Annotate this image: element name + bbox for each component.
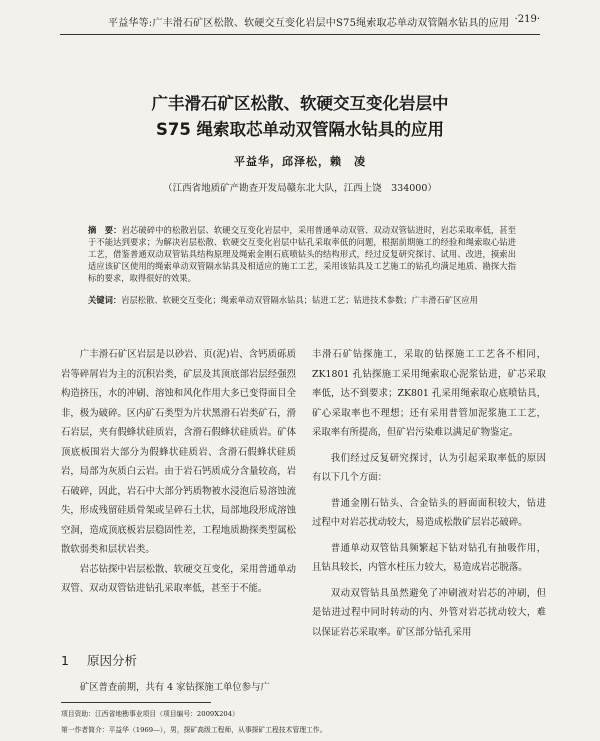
section-heading bbox=[61, 651, 137, 669]
page-number: ·219· bbox=[514, 14, 540, 25]
abstract-text: 岩芯破碎中的松散岩层、软硬交互变化岩层中，采用普通单动双管、双动双管钻进时，岩芯采取率低，甚至于不能达到要求；为解决岩层松散、软硬交互变化岩层中钻孔采取率低的问题，根据前期施工的经验和绳索取心钻进工艺，借鉴普通双动双管钻具结构原理及绳索金刚石底喷钻头的结构形式，经过反复研究探讨、试用、改进，摸索出适应该矿区使用的绳索单动双管隔水钻具及相适应的施工工艺，采用该钻具及工艺施工的钻孔均满足地质、勘探大指标的要求，取得很好的效果。 bbox=[88, 225, 516, 283]
keywords-text: 岩层松散、软硬交互变化；绳索单动双管隔水钻具；钻进工艺；钻进技术参数；广丰滑石矿区应用 bbox=[121, 295, 478, 305]
paragraph: 我们经过反复研究探讨，认为引起采取率低的原因有以下几个方面： bbox=[312, 452, 546, 483]
footnote-divider bbox=[61, 702, 211, 703]
paragraph: 岩芯钻探中岩层松散、软硬交互变化，采用普通单动双管、双动双管钻进钻孔采取率低，甚至于不能。 bbox=[61, 563, 296, 594]
authors: 平益华，邱泽松，赖 凌 bbox=[234, 155, 366, 168]
section-title: 原因分析 bbox=[87, 653, 138, 668]
footnote: 第一作者简介：平益华（1969—），男，探矿高级工程师，从事探矿工程技术管理工作。 bbox=[61, 726, 327, 734]
paragraph: 矿区普查前期，共有 4 家钻探施工单位参与广 bbox=[79, 682, 270, 693]
affiliation: （江西省地质矿产勘查开发局赣东北大队，江西上饶 334000） bbox=[163, 183, 437, 194]
left-column bbox=[61, 345, 296, 599]
paragraph: 双动双管钻具虽然避免了冲刷液对岩芯的冲刷，但是钻进过程中同时转动的内、外管对岩芯扰动较大，难以保证岩芯采取率。矿区部分钻孔采用 bbox=[312, 587, 546, 638]
footnote: 项目资助：江西省地勘事业项目（项目编号：2009X204） bbox=[61, 710, 239, 718]
abstract bbox=[88, 224, 516, 284]
paragraph: 丰滑石矿钻探施工，采取的钻探施工工艺各不相同，ZK1801 孔钻探施工采用绳索取心泥浆钻进，矿芯采取率低，达不到要求；ZK801 孔采用绳索取心底喷钻具，矿心采取率也不理想；还有采用普管加泥浆施工工艺，采取率有所提高，但矿岩污染难以满足矿物鉴定。 bbox=[312, 349, 546, 438]
keywords-label: 关键词： bbox=[88, 295, 122, 305]
abstract-label: 摘 要： bbox=[88, 225, 122, 235]
page-header bbox=[60, 12, 540, 35]
paragraph: 普通单动双管钻具频繁起下钻对钻孔有抽吸作用，且钻具较长，内管水柱压力较大，易造成岩芯脱落。 bbox=[312, 542, 546, 573]
section-number: 1 bbox=[61, 653, 69, 668]
paragraph: 广丰滑石矿区岩层是以砂岩、页(泥)岩、含钙质砾质岩等碎屑岩为主的沉积岩类，矿层及其顶底部岩层经强烈构造挤压，水的冲刷、溶蚀和风化作用大多已变得面目全非，极为破碎。区内矿石类型为片状黑滑石岩类矿石，滑石岩层，夹有假蜂状硅质岩，含滑石假蜂状硅质岩。矿体顶底板围岩大部分为假蜂状硅质岩、含滑石假蜂状硅质岩，局部为灰质白云岩。由于岩石钙质成分含量较高，岩石破碎，因此，岩石中大部分钙质物被水浸泡后易溶蚀流失，形成残留硅质骨架或呈碎石土状，局部地段形成溶蚀空洞，造成顶底板岩层稳固性差，工程地质勘探类型属松散软弱类和层状岩类。 bbox=[61, 349, 296, 555]
paragraph: 普通金刚石钻头、合金钻头的唇面面积较大，钻进过程中对岩芯扰动较大，易造成松散矿层岩芯破碎。 bbox=[312, 497, 546, 528]
title-line-1: 广丰滑石矿区松散、软硬交互变化岩层中 bbox=[151, 94, 449, 113]
keywords bbox=[88, 294, 516, 306]
title-line-2: S75 绳索取芯单动双管隔水钻具的应用 bbox=[155, 120, 445, 139]
right-column bbox=[312, 345, 546, 642]
running-head: 平益华等:广丰滑石矿区松散、软硬交互变化岩层中S75绳索取芯单动双管隔水钻具的应用 bbox=[108, 18, 510, 29]
